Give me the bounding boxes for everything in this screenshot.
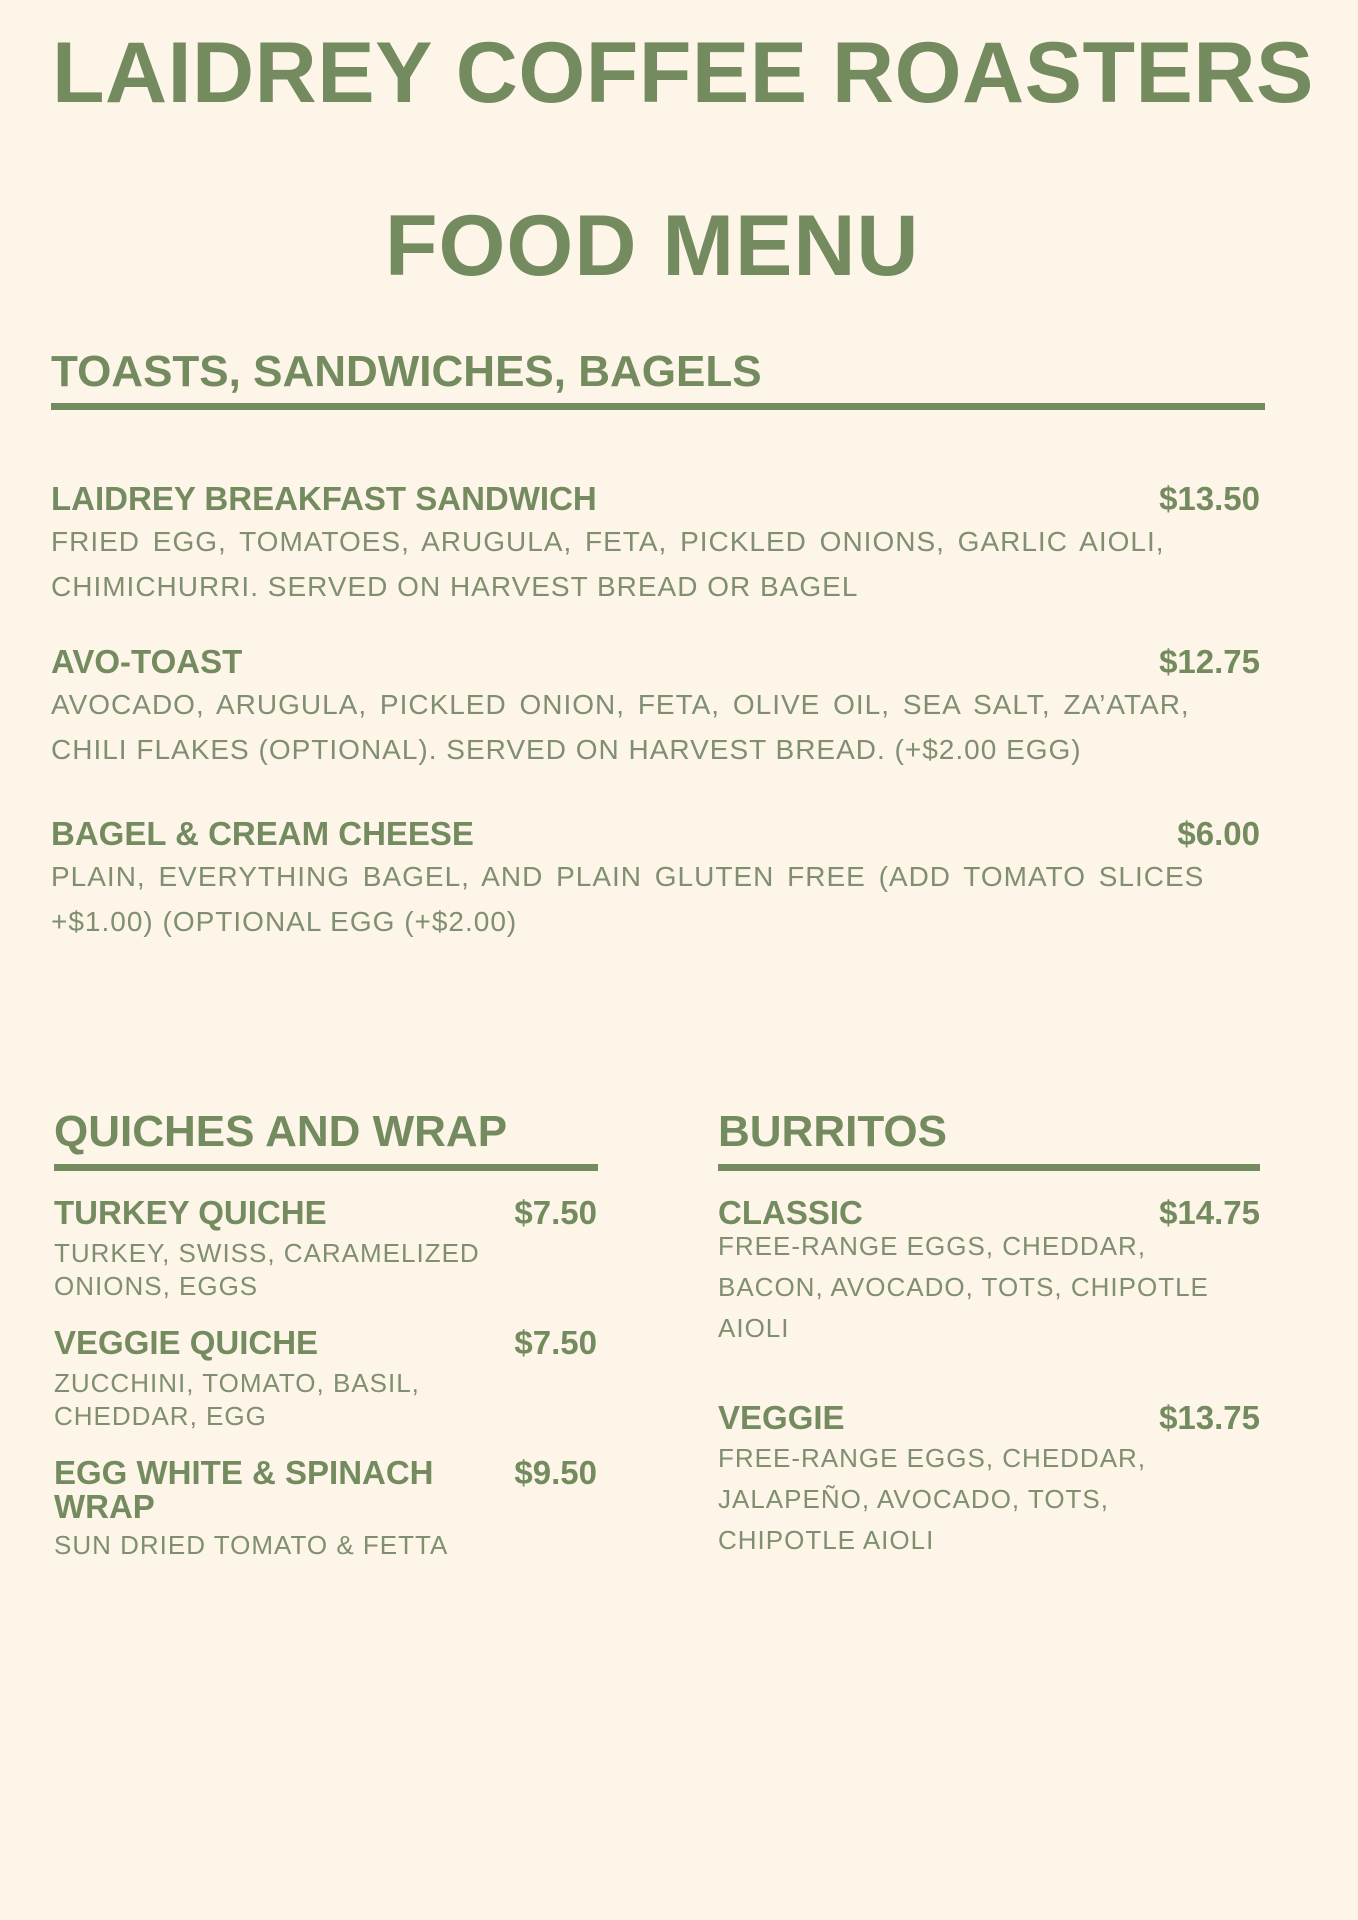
- item-description-line: CHILI FLAKES (OPTIONAL). SERVED ON HARVEST BREAD. (+$2.00 EGG): [51, 734, 1082, 765]
- section-heading-toasts: TOASTS, SANDWICHES, BAGELS: [51, 347, 762, 396]
- section-divider-toasts: [51, 403, 1265, 410]
- item-name: VEGGIE: [718, 1399, 845, 1436]
- item-price: $7.50: [514, 1324, 597, 1361]
- menu-title: FOOD MENU: [385, 198, 920, 294]
- item-description-line: AIOLI: [718, 1313, 790, 1343]
- item-description-line: TURKEY, SWISS, CARAMELIZED: [54, 1238, 480, 1268]
- item-description-line: ZUCCHINI, TOMATO, BASIL,: [54, 1368, 420, 1398]
- item-price: $14.75: [1159, 1194, 1260, 1231]
- item-description-line: CHEDDAR, EGG: [54, 1401, 267, 1431]
- item-price: $6.00: [1177, 815, 1260, 852]
- item-price: $13.75: [1159, 1399, 1260, 1436]
- restaurant-title: LAIDREY COFFEE ROASTERS: [52, 25, 1314, 121]
- item-name: CLASSIC: [718, 1194, 863, 1231]
- item-description-line: JALAPEÑO, AVOCADO, TOTS,: [718, 1484, 1109, 1514]
- item-price: $12.75: [1159, 643, 1260, 680]
- item-description-line: +$1.00) (OPTIONAL EGG (+$2.00): [51, 906, 518, 937]
- section-heading-quiches: QUICHES AND WRAP: [54, 1107, 508, 1156]
- item-description-line: SUN DRIED TOMATO & FETTA: [54, 1530, 449, 1560]
- item-description-line: AVOCADO, ARUGULA, PICKLED ONION, FETA, OLIVE OIL, SEA SALT, ZA’ATAR,: [51, 689, 1190, 720]
- section-heading-burritos: BURRITOS: [718, 1107, 947, 1156]
- item-description-line: FREE-RANGE EGGS, CHEDDAR,: [718, 1231, 1147, 1261]
- item-price: $13.50: [1159, 480, 1260, 517]
- item-description-line: CHIMICHURRI. SERVED ON HARVEST BREAD OR BAGEL: [51, 571, 859, 602]
- item-name: LAIDREY BREAKFAST SANDWICH: [51, 480, 597, 517]
- item-name: VEGGIE QUICHE: [54, 1324, 319, 1361]
- item-description-line: FREE-RANGE EGGS, CHEDDAR,: [718, 1443, 1147, 1473]
- item-price: $9.50: [514, 1454, 597, 1491]
- item-name: AVO-TOAST: [51, 643, 243, 680]
- item-description-line: FRIED EGG, TOMATOES, ARUGULA, FETA, PICKLED ONIONS, GARLIC AIOLI,: [51, 526, 1165, 557]
- item-description-line: BACON, AVOCADO, TOTS, CHIPOTLE: [718, 1272, 1209, 1302]
- item-price: $7.50: [514, 1194, 597, 1231]
- item-description-line: ONIONS, EGGS: [54, 1271, 259, 1301]
- section-divider-quiches: [54, 1164, 598, 1171]
- item-name: TURKEY QUICHE: [54, 1194, 327, 1231]
- item-name: BAGEL & CREAM CHEESE: [51, 815, 474, 852]
- item-description-line: CHIPOTLE AIOLI: [718, 1525, 935, 1555]
- section-divider-burritos: [718, 1164, 1260, 1171]
- item-description-line: PLAIN, EVERYTHING BAGEL, AND PLAIN GLUTEN FREE (ADD TOMATO SLICES: [51, 861, 1205, 892]
- item-name: EGG WHITE & SPINACH: [54, 1454, 434, 1491]
- item-name-continued: WRAP: [54, 1488, 155, 1525]
